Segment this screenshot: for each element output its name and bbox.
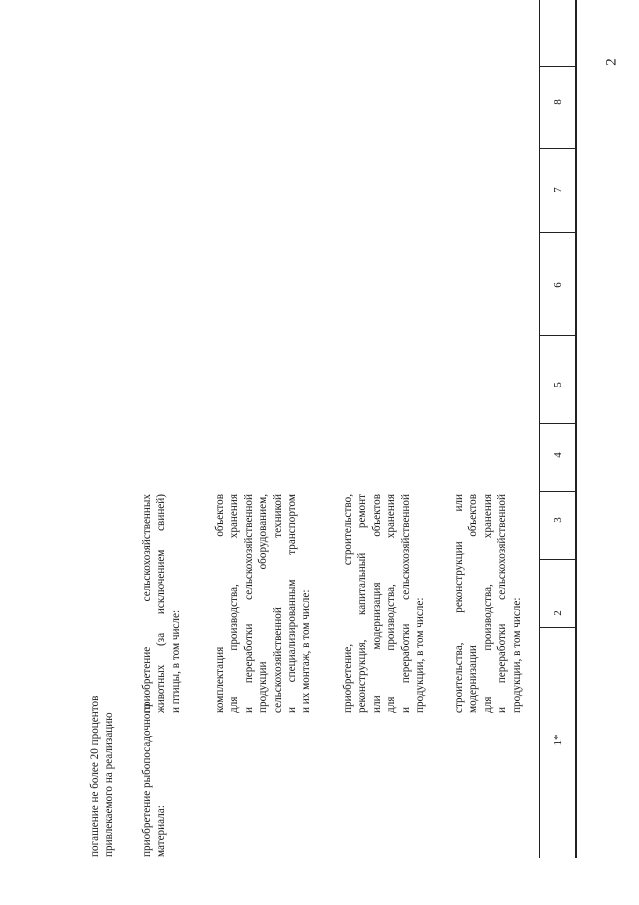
- row-line: сельскохозяйственной техникой: [271, 494, 284, 713]
- col-separator-3: [539, 491, 575, 492]
- page-number: 2: [603, 58, 620, 66]
- row-2-text: [341, 494, 427, 713]
- row-line: комплектация объектов: [214, 494, 226, 713]
- row-line: модернизации объектов: [467, 494, 480, 713]
- row-line: и переработки сельскохозяйственной: [496, 494, 509, 713]
- header-col-6: 6: [552, 282, 564, 288]
- header-col-3: 3: [552, 517, 564, 523]
- row-line: реконструкция, капитальный ремонт: [356, 494, 369, 713]
- row-line: и переработки сельскохозяйственной: [399, 494, 412, 713]
- col-separator-4: [539, 423, 575, 424]
- row-line: для производства, хранения: [228, 494, 241, 713]
- row-line: погашение не более 20 процентов: [89, 695, 101, 857]
- col-separator-2: [539, 559, 575, 560]
- header-col-1: 1*: [552, 734, 564, 746]
- row-1-text: [452, 494, 524, 713]
- row-5-text: [140, 703, 169, 857]
- row-line: для производства, хранения: [481, 494, 494, 713]
- header-col-7: 7: [552, 187, 564, 193]
- row-line: привлекаемого на реализацию: [103, 712, 116, 857]
- row-line: приобретение сельскохозяйственных: [141, 494, 153, 713]
- header-bottom-border: [539, 0, 540, 858]
- col-separator-8: [539, 66, 575, 67]
- row-line: строительства, реконструкции или: [453, 494, 465, 713]
- header-col-8: 8: [552, 99, 564, 105]
- row-line: животных (за исключением свиней): [155, 494, 168, 713]
- row-line: или модернизация объектов: [370, 494, 383, 713]
- col-separator-1: [539, 627, 575, 628]
- row-line: продукции, в том числе:: [510, 597, 523, 713]
- row-line: и специализированным транспортом: [285, 494, 298, 713]
- col-separator-5: [539, 335, 575, 336]
- row-line: продукции оборудованием,: [257, 494, 270, 713]
- row-line: приобретение, строительство,: [342, 494, 354, 713]
- header-col-5: 5: [552, 382, 564, 388]
- row-line: продукции, в том числе:: [413, 597, 426, 713]
- header-col-2: 2: [552, 610, 564, 616]
- row-3-text: [213, 494, 314, 713]
- row-line: и птицы, в том числе:: [169, 609, 182, 713]
- row-4-text: [140, 494, 183, 713]
- header-top-border: [575, 0, 577, 858]
- col-separator-6: [539, 232, 575, 233]
- row-line: для производства, хранения: [385, 494, 398, 713]
- header-col-4: 4: [552, 452, 564, 458]
- rotated-table: [60, 0, 639, 905]
- row-line: и переработки сельскохозяйственной: [242, 494, 255, 713]
- row-line: материала:: [155, 805, 168, 857]
- col-separator-7: [539, 148, 575, 149]
- row-6-text: [88, 695, 117, 857]
- row-line: приобретение рыбопосадочного: [141, 703, 153, 857]
- row-line: и их монтаж, в том числе:: [300, 589, 313, 713]
